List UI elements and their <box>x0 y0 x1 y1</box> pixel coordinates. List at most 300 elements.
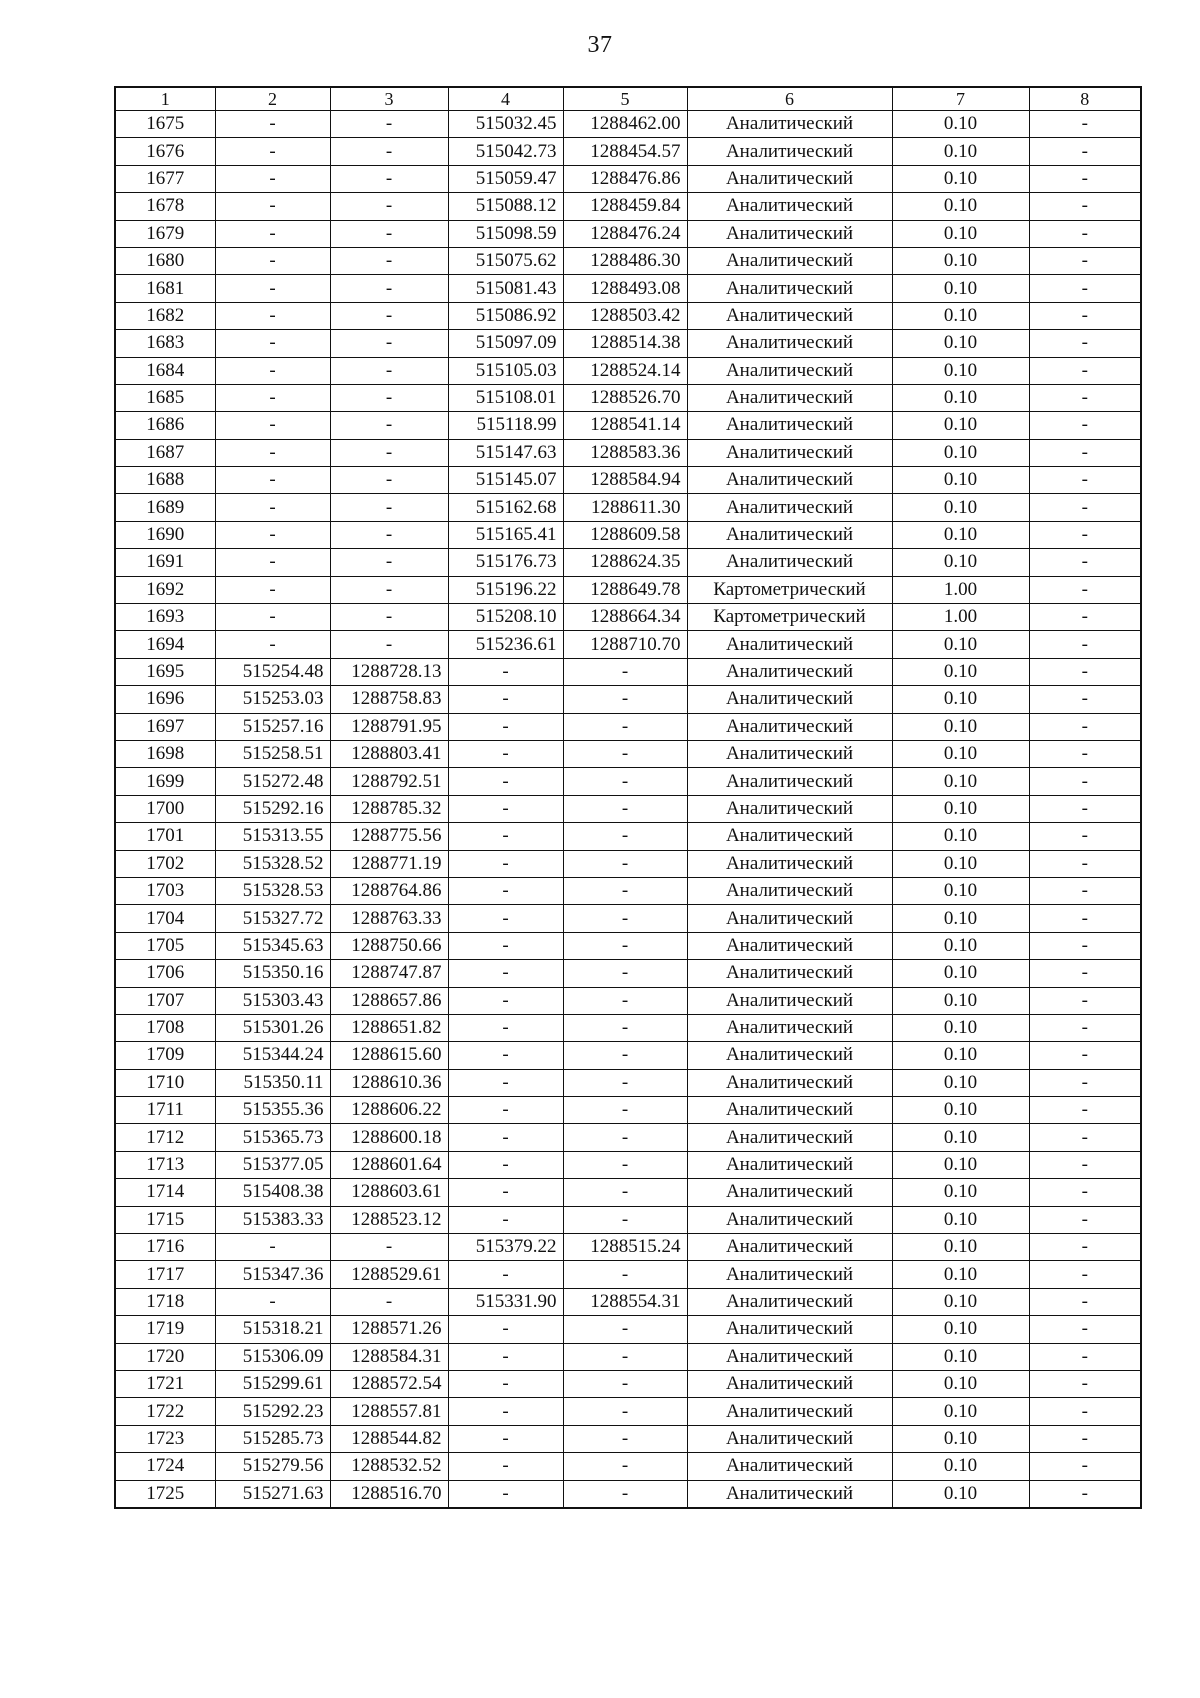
column-header-2: 2 <box>215 87 330 111</box>
cell-point-number: 1697 <box>115 713 215 740</box>
cell-x-coordinate-existing: 515318.21 <box>215 1316 330 1343</box>
cell-x-coordinate-new: - <box>448 713 563 740</box>
table-row <box>115 604 1141 631</box>
cell-point-number: 1696 <box>115 686 215 713</box>
cell-y-coordinate-existing: - <box>330 439 448 466</box>
cell-x-coordinate-new: - <box>448 1206 563 1233</box>
cell-y-coordinate-new: 1288514.38 <box>563 330 687 357</box>
cell-y-coordinate-new: - <box>563 1480 687 1508</box>
header-row <box>115 87 1141 111</box>
cell-accuracy: 1.00 <box>892 604 1029 631</box>
cell-description: - <box>1029 1151 1141 1178</box>
cell-y-coordinate-new: 1288503.42 <box>563 302 687 329</box>
cell-y-coordinate-existing: 1288523.12 <box>330 1206 448 1233</box>
cell-x-coordinate-existing: 515258.51 <box>215 740 330 767</box>
cell-accuracy: 0.10 <box>892 932 1029 959</box>
table-row <box>115 987 1141 1014</box>
cell-y-coordinate-new: - <box>563 932 687 959</box>
cell-x-coordinate-existing: 515377.05 <box>215 1151 330 1178</box>
cell-accuracy: 0.10 <box>892 686 1029 713</box>
table-row <box>115 1480 1141 1508</box>
cell-point-number: 1675 <box>115 111 215 138</box>
table-row <box>115 1179 1141 1206</box>
cell-y-coordinate-new: 1288526.70 <box>563 384 687 411</box>
cell-accuracy: 0.10 <box>892 1097 1029 1124</box>
cell-x-coordinate-new: 515379.22 <box>448 1234 563 1261</box>
cell-y-coordinate-existing: 1288758.83 <box>330 686 448 713</box>
cell-y-coordinate-new: - <box>563 740 687 767</box>
cell-x-coordinate-new: - <box>448 740 563 767</box>
cell-accuracy: 0.10 <box>892 631 1029 658</box>
cell-x-coordinate-existing: 515301.26 <box>215 1014 330 1041</box>
table-row <box>115 467 1141 494</box>
cell-description: - <box>1029 960 1141 987</box>
cell-y-coordinate-new: - <box>563 1179 687 1206</box>
cell-y-coordinate-existing: - <box>330 384 448 411</box>
cell-accuracy: 0.10 <box>892 384 1029 411</box>
table-row <box>115 740 1141 767</box>
cell-description: - <box>1029 1234 1141 1261</box>
cell-x-coordinate-new: 515075.62 <box>448 247 563 274</box>
cell-point-number: 1694 <box>115 631 215 658</box>
table-row <box>115 1124 1141 1151</box>
cell-point-number: 1704 <box>115 905 215 932</box>
cell-description: - <box>1029 521 1141 548</box>
cell-method: Аналитический <box>687 823 892 850</box>
table-row <box>115 384 1141 411</box>
cell-method: Аналитический <box>687 467 892 494</box>
cell-x-coordinate-new: - <box>448 1069 563 1096</box>
cell-x-coordinate-new: - <box>448 1151 563 1178</box>
cell-x-coordinate-new: 515236.61 <box>448 631 563 658</box>
cell-y-coordinate-existing: 1288785.32 <box>330 795 448 822</box>
cell-accuracy: 0.10 <box>892 1316 1029 1343</box>
cell-point-number: 1688 <box>115 467 215 494</box>
cell-y-coordinate-existing: - <box>330 302 448 329</box>
cell-accuracy: 0.10 <box>892 1288 1029 1315</box>
table-row <box>115 877 1141 904</box>
cell-point-number: 1715 <box>115 1206 215 1233</box>
cell-method: Аналитический <box>687 439 892 466</box>
cell-accuracy: 0.10 <box>892 987 1029 1014</box>
table-row <box>115 795 1141 822</box>
cell-method: Аналитический <box>687 987 892 1014</box>
cell-description: - <box>1029 987 1141 1014</box>
cell-accuracy: 0.10 <box>892 1398 1029 1425</box>
table-row <box>115 1097 1141 1124</box>
cell-y-coordinate-existing: - <box>330 549 448 576</box>
cell-y-coordinate-new: - <box>563 1425 687 1452</box>
table-row <box>115 521 1141 548</box>
table-row <box>115 1453 1141 1480</box>
cell-accuracy: 0.10 <box>892 247 1029 274</box>
cell-y-coordinate-existing: - <box>330 111 448 138</box>
cell-x-coordinate-existing: 515350.11 <box>215 1069 330 1096</box>
table-row <box>115 631 1141 658</box>
cell-description: - <box>1029 823 1141 850</box>
cell-point-number: 1720 <box>115 1343 215 1370</box>
cell-y-coordinate-existing: 1288606.22 <box>330 1097 448 1124</box>
cell-method: Аналитический <box>687 1206 892 1233</box>
cell-method: Аналитический <box>687 1288 892 1315</box>
cell-description: - <box>1029 275 1141 302</box>
cell-description: - <box>1029 439 1141 466</box>
cell-accuracy: 0.10 <box>892 1206 1029 1233</box>
cell-point-number: 1716 <box>115 1234 215 1261</box>
cell-method: Аналитический <box>687 1398 892 1425</box>
table-row <box>115 658 1141 685</box>
table-row <box>115 1069 1141 1096</box>
cell-y-coordinate-existing: - <box>330 604 448 631</box>
cell-description: - <box>1029 412 1141 439</box>
cell-x-coordinate-existing: 515299.61 <box>215 1370 330 1397</box>
cell-accuracy: 0.10 <box>892 1234 1029 1261</box>
cell-x-coordinate-new: 515097.09 <box>448 330 563 357</box>
cell-accuracy: 0.10 <box>892 1480 1029 1508</box>
cell-x-coordinate-existing: - <box>215 521 330 548</box>
cell-x-coordinate-new: - <box>448 1097 563 1124</box>
cell-point-number: 1707 <box>115 987 215 1014</box>
cell-accuracy: 0.10 <box>892 111 1029 138</box>
cell-x-coordinate-existing: 515285.73 <box>215 1425 330 1452</box>
cell-x-coordinate-existing: - <box>215 165 330 192</box>
cell-y-coordinate-new: 1288611.30 <box>563 494 687 521</box>
cell-x-coordinate-existing: - <box>215 302 330 329</box>
cell-accuracy: 0.10 <box>892 220 1029 247</box>
cell-y-coordinate-new: 1288664.34 <box>563 604 687 631</box>
cell-description: - <box>1029 494 1141 521</box>
cell-point-number: 1709 <box>115 1042 215 1069</box>
cell-x-coordinate-existing: 515292.23 <box>215 1398 330 1425</box>
cell-accuracy: 0.10 <box>892 439 1029 466</box>
cell-accuracy: 0.10 <box>892 740 1029 767</box>
cell-x-coordinate-new: - <box>448 1370 563 1397</box>
table-row <box>115 1014 1141 1041</box>
cell-method: Аналитический <box>687 275 892 302</box>
cell-x-coordinate-existing: 515257.16 <box>215 713 330 740</box>
cell-y-coordinate-existing: - <box>330 275 448 302</box>
cell-description: - <box>1029 768 1141 795</box>
cell-accuracy: 0.10 <box>892 467 1029 494</box>
cell-accuracy: 0.10 <box>892 1261 1029 1288</box>
cell-method: Аналитический <box>687 1124 892 1151</box>
cell-accuracy: 0.10 <box>892 1453 1029 1480</box>
cell-description: - <box>1029 631 1141 658</box>
cell-description: - <box>1029 193 1141 220</box>
cell-point-number: 1687 <box>115 439 215 466</box>
cell-x-coordinate-new: 515088.12 <box>448 193 563 220</box>
cell-method: Аналитический <box>687 1151 892 1178</box>
table-row <box>115 713 1141 740</box>
cell-x-coordinate-existing: - <box>215 549 330 576</box>
cell-point-number: 1718 <box>115 1288 215 1315</box>
cell-description: - <box>1029 247 1141 274</box>
page-number: 37 <box>587 32 613 58</box>
cell-x-coordinate-new: - <box>448 658 563 685</box>
cell-accuracy: 0.10 <box>892 1014 1029 1041</box>
cell-y-coordinate-new: - <box>563 905 687 932</box>
cell-x-coordinate-existing: - <box>215 247 330 274</box>
cell-description: - <box>1029 549 1141 576</box>
cell-x-coordinate-new: - <box>448 686 563 713</box>
cell-x-coordinate-new: 515147.63 <box>448 439 563 466</box>
cell-description: - <box>1029 1425 1141 1452</box>
cell-point-number: 1724 <box>115 1453 215 1480</box>
cell-description: - <box>1029 1288 1141 1315</box>
cell-x-coordinate-existing: - <box>215 1288 330 1315</box>
cell-y-coordinate-new: - <box>563 1370 687 1397</box>
cell-description: - <box>1029 1316 1141 1343</box>
cell-y-coordinate-existing: 1288651.82 <box>330 1014 448 1041</box>
table-row <box>115 357 1141 384</box>
cell-y-coordinate-existing: 1288728.13 <box>330 658 448 685</box>
cell-x-coordinate-new: - <box>448 1316 563 1343</box>
cell-x-coordinate-new: 515059.47 <box>448 165 563 192</box>
cell-y-coordinate-existing: 1288557.81 <box>330 1398 448 1425</box>
cell-x-coordinate-new: 515105.03 <box>448 357 563 384</box>
cell-y-coordinate-existing: 1288572.54 <box>330 1370 448 1397</box>
cell-method: Аналитический <box>687 850 892 877</box>
cell-description: - <box>1029 686 1141 713</box>
cell-method: Аналитический <box>687 877 892 904</box>
cell-method: Картометрический <box>687 576 892 603</box>
cell-x-coordinate-new: 515098.59 <box>448 220 563 247</box>
cell-x-coordinate-new: - <box>448 1042 563 1069</box>
cell-point-number: 1706 <box>115 960 215 987</box>
cell-x-coordinate-existing: 515383.33 <box>215 1206 330 1233</box>
cell-y-coordinate-existing: 1288750.66 <box>330 932 448 959</box>
cell-x-coordinate-new: - <box>448 768 563 795</box>
column-header-1: 1 <box>115 87 215 111</box>
cell-x-coordinate-new: - <box>448 987 563 1014</box>
table-row <box>115 220 1141 247</box>
cell-description: - <box>1029 357 1141 384</box>
cell-y-coordinate-existing: - <box>330 247 448 274</box>
cell-y-coordinate-new: - <box>563 1453 687 1480</box>
cell-y-coordinate-existing: 1288532.52 <box>330 1453 448 1480</box>
cell-point-number: 1699 <box>115 768 215 795</box>
cell-point-number: 1695 <box>115 658 215 685</box>
cell-accuracy: 0.10 <box>892 302 1029 329</box>
cell-x-coordinate-existing: - <box>215 138 330 165</box>
cell-y-coordinate-existing: 1288584.31 <box>330 1343 448 1370</box>
cell-accuracy: 0.10 <box>892 412 1029 439</box>
cell-y-coordinate-existing: - <box>330 1288 448 1315</box>
cell-x-coordinate-new: - <box>448 1261 563 1288</box>
cell-point-number: 1725 <box>115 1480 215 1508</box>
cell-point-number: 1686 <box>115 412 215 439</box>
cell-method: Картометрический <box>687 604 892 631</box>
cell-description: - <box>1029 1261 1141 1288</box>
cell-y-coordinate-new: - <box>563 987 687 1014</box>
table-row <box>115 1343 1141 1370</box>
cell-x-coordinate-existing: 515328.53 <box>215 877 330 904</box>
cell-accuracy: 0.10 <box>892 1179 1029 1206</box>
cell-y-coordinate-new: - <box>563 795 687 822</box>
cell-y-coordinate-new: - <box>563 768 687 795</box>
cell-point-number: 1676 <box>115 138 215 165</box>
cell-x-coordinate-existing: 515306.09 <box>215 1343 330 1370</box>
cell-method: Аналитический <box>687 1179 892 1206</box>
cell-point-number: 1721 <box>115 1370 215 1397</box>
cell-y-coordinate-new: - <box>563 960 687 987</box>
table-row <box>115 686 1141 713</box>
cell-point-number: 1700 <box>115 795 215 822</box>
cell-y-coordinate-existing: 1288544.82 <box>330 1425 448 1452</box>
cell-y-coordinate-new: - <box>563 1316 687 1343</box>
cell-description: - <box>1029 1042 1141 1069</box>
cell-point-number: 1682 <box>115 302 215 329</box>
table-row <box>115 932 1141 959</box>
cell-y-coordinate-new: - <box>563 1151 687 1178</box>
cell-x-coordinate-new: 515331.90 <box>448 1288 563 1315</box>
cell-method: Аналитический <box>687 1261 892 1288</box>
cell-x-coordinate-new: 515086.92 <box>448 302 563 329</box>
cell-x-coordinate-new: - <box>448 1124 563 1151</box>
cell-x-coordinate-new: 515162.68 <box>448 494 563 521</box>
cell-description: - <box>1029 1370 1141 1397</box>
cell-y-coordinate-new: - <box>563 1042 687 1069</box>
cell-accuracy: 0.10 <box>892 1343 1029 1370</box>
cell-x-coordinate-new: - <box>448 1398 563 1425</box>
cell-x-coordinate-existing: 515279.56 <box>215 1453 330 1480</box>
coordinates-table <box>114 86 1142 1509</box>
table-row <box>115 439 1141 466</box>
cell-method: Аналитический <box>687 357 892 384</box>
cell-y-coordinate-new: - <box>563 877 687 904</box>
cell-description: - <box>1029 1480 1141 1508</box>
cell-accuracy: 0.10 <box>892 877 1029 904</box>
cell-method: Аналитический <box>687 1069 892 1096</box>
cell-point-number: 1681 <box>115 275 215 302</box>
cell-method: Аналитический <box>687 111 892 138</box>
cell-method: Аналитический <box>687 1042 892 1069</box>
cell-x-coordinate-new: - <box>448 1343 563 1370</box>
column-header-5: 5 <box>563 87 687 111</box>
cell-y-coordinate-existing: - <box>330 220 448 247</box>
cell-x-coordinate-existing: 515328.52 <box>215 850 330 877</box>
cell-description: - <box>1029 576 1141 603</box>
cell-point-number: 1703 <box>115 877 215 904</box>
cell-description: - <box>1029 604 1141 631</box>
cell-y-coordinate-new: - <box>563 1398 687 1425</box>
cell-y-coordinate-existing: 1288747.87 <box>330 960 448 987</box>
cell-x-coordinate-new: - <box>448 795 563 822</box>
cell-accuracy: 0.10 <box>892 165 1029 192</box>
table-row <box>115 1206 1141 1233</box>
cell-point-number: 1685 <box>115 384 215 411</box>
cell-y-coordinate-new: 1288624.35 <box>563 549 687 576</box>
cell-point-number: 1678 <box>115 193 215 220</box>
cell-x-coordinate-new: - <box>448 1179 563 1206</box>
cell-method: Аналитический <box>687 521 892 548</box>
cell-x-coordinate-existing: 515313.55 <box>215 823 330 850</box>
cell-y-coordinate-existing: - <box>330 1234 448 1261</box>
cell-y-coordinate-existing: 1288792.51 <box>330 768 448 795</box>
cell-description: - <box>1029 220 1141 247</box>
cell-accuracy: 0.10 <box>892 138 1029 165</box>
table-row <box>115 1261 1141 1288</box>
cell-x-coordinate-new: - <box>448 932 563 959</box>
cell-x-coordinate-new: 515196.22 <box>448 576 563 603</box>
cell-y-coordinate-existing: 1288601.64 <box>330 1151 448 1178</box>
cell-accuracy: 0.10 <box>892 795 1029 822</box>
table-row <box>115 1425 1141 1452</box>
cell-y-coordinate-new: - <box>563 1014 687 1041</box>
cell-x-coordinate-existing: - <box>215 439 330 466</box>
cell-description: - <box>1029 1014 1141 1041</box>
cell-method: Аналитический <box>687 384 892 411</box>
cell-x-coordinate-new: 515118.99 <box>448 412 563 439</box>
cell-accuracy: 0.10 <box>892 1124 1029 1151</box>
cell-x-coordinate-existing: 515345.63 <box>215 932 330 959</box>
cell-method: Аналитический <box>687 412 892 439</box>
cell-accuracy: 0.10 <box>892 658 1029 685</box>
cell-y-coordinate-existing: - <box>330 330 448 357</box>
cell-method: Аналитический <box>687 686 892 713</box>
cell-description: - <box>1029 111 1141 138</box>
cell-x-coordinate-existing: - <box>215 576 330 603</box>
cell-description: - <box>1029 713 1141 740</box>
cell-accuracy: 0.10 <box>892 494 1029 521</box>
cell-point-number: 1719 <box>115 1316 215 1343</box>
table-row <box>115 275 1141 302</box>
cell-y-coordinate-new: - <box>563 850 687 877</box>
cell-y-coordinate-new: 1288476.24 <box>563 220 687 247</box>
cell-accuracy: 0.10 <box>892 193 1029 220</box>
cell-y-coordinate-existing: 1288603.61 <box>330 1179 448 1206</box>
table-row <box>115 494 1141 521</box>
cell-x-coordinate-new: - <box>448 823 563 850</box>
cell-accuracy: 0.10 <box>892 823 1029 850</box>
table-row <box>115 850 1141 877</box>
cell-method: Аналитический <box>687 138 892 165</box>
cell-point-number: 1708 <box>115 1014 215 1041</box>
cell-method: Аналитический <box>687 1014 892 1041</box>
column-header-4: 4 <box>448 87 563 111</box>
cell-point-number: 1683 <box>115 330 215 357</box>
cell-x-coordinate-existing: 515350.16 <box>215 960 330 987</box>
cell-y-coordinate-existing: - <box>330 576 448 603</box>
cell-x-coordinate-existing: - <box>215 220 330 247</box>
cell-y-coordinate-existing: 1288516.70 <box>330 1480 448 1508</box>
cell-y-coordinate-new: 1288515.24 <box>563 1234 687 1261</box>
cell-x-coordinate-existing: 515408.38 <box>215 1179 330 1206</box>
cell-accuracy: 0.10 <box>892 768 1029 795</box>
cell-point-number: 1691 <box>115 549 215 576</box>
cell-y-coordinate-new: - <box>563 686 687 713</box>
cell-x-coordinate-existing: 515347.36 <box>215 1261 330 1288</box>
cell-description: - <box>1029 877 1141 904</box>
cell-x-coordinate-new: - <box>448 1425 563 1452</box>
cell-method: Аналитический <box>687 1097 892 1124</box>
cell-y-coordinate-new: - <box>563 823 687 850</box>
cell-y-coordinate-new: 1288493.08 <box>563 275 687 302</box>
cell-x-coordinate-new: 515145.07 <box>448 467 563 494</box>
cell-point-number: 1714 <box>115 1179 215 1206</box>
cell-method: Аналитический <box>687 1343 892 1370</box>
cell-accuracy: 0.10 <box>892 549 1029 576</box>
cell-x-coordinate-existing: - <box>215 275 330 302</box>
cell-x-coordinate-existing: 515272.48 <box>215 768 330 795</box>
cell-x-coordinate-existing: - <box>215 384 330 411</box>
cell-point-number: 1684 <box>115 357 215 384</box>
cell-x-coordinate-existing: - <box>215 631 330 658</box>
cell-x-coordinate-new: 515108.01 <box>448 384 563 411</box>
cell-point-number: 1717 <box>115 1261 215 1288</box>
cell-y-coordinate-new: 1288476.86 <box>563 165 687 192</box>
cell-description: - <box>1029 1069 1141 1096</box>
